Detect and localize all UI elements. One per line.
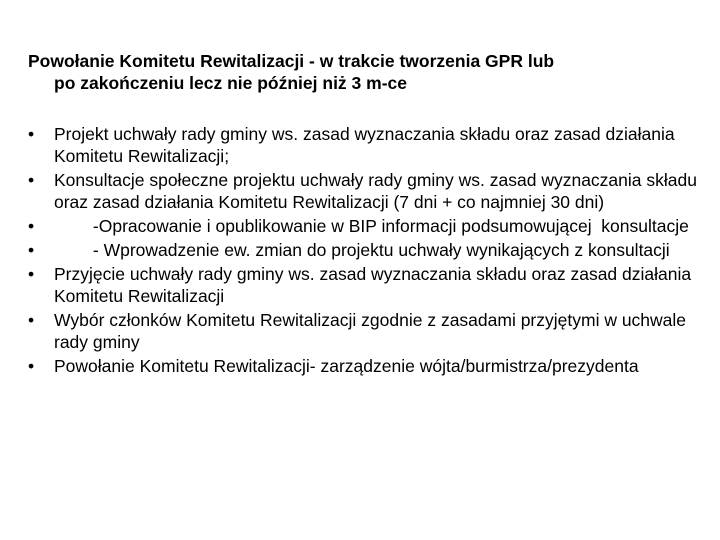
list-item bbox=[28, 263, 708, 307]
bullet-icon: • bbox=[28, 310, 35, 330]
list-item-text: Wybór członków Komitetu Rewitalizacji zgodnie z zasadami przyjętymi w uchwale rady gminy bbox=[54, 310, 687, 352]
bullet-icon: • bbox=[28, 240, 35, 260]
list-item bbox=[28, 309, 708, 353]
heading-line-1: Powołanie Komitetu Rewitalizacji - w trakcie tworzenia GPR lub bbox=[28, 51, 555, 71]
heading-line-2: po zakończeniu lecz nie później niż 3 m-ce bbox=[54, 73, 407, 93]
list-item-text: - Wprowadzenie ew. zmian do projektu uchwały wynikających z konsultacji bbox=[54, 240, 670, 260]
list-item-text: Przyjęcie uchwały rady gminy ws. zasad wyznaczania składu oraz zasad działania Komitetu Rewitalizacji bbox=[54, 264, 692, 306]
list-item bbox=[28, 239, 708, 261]
bullet-icon: • bbox=[28, 216, 35, 236]
slide-heading bbox=[28, 50, 698, 94]
list-item-text: Projekt uchwały rady gminy ws. zasad wyznaczania składu oraz zasad działania Komitetu Rewitalizacji; bbox=[54, 124, 675, 166]
bullet-icon: • bbox=[28, 124, 35, 144]
list-item bbox=[28, 123, 708, 167]
bullet-icon: • bbox=[28, 356, 35, 376]
bullet-list bbox=[28, 123, 708, 379]
list-item-text: Powołanie Komitetu Rewitalizacji- zarządzenie wójta/burmistrza/prezydenta bbox=[54, 356, 639, 376]
list-item bbox=[28, 215, 708, 237]
list-item bbox=[28, 169, 708, 213]
bullet-icon: • bbox=[28, 170, 35, 190]
list-item-text: Konsultacje społeczne projektu uchwały rady gminy ws. zasad wyznaczania składu oraz zasad działania Komitetu Rewitalizacji (7 dni + co najmniej 30 dni) bbox=[54, 170, 697, 212]
bullet-icon: • bbox=[28, 264, 35, 284]
list-item-text: -Opracowanie i opublikowanie w BIP informacji podsumowującej konsultacje bbox=[54, 216, 689, 236]
list-item bbox=[28, 355, 708, 377]
